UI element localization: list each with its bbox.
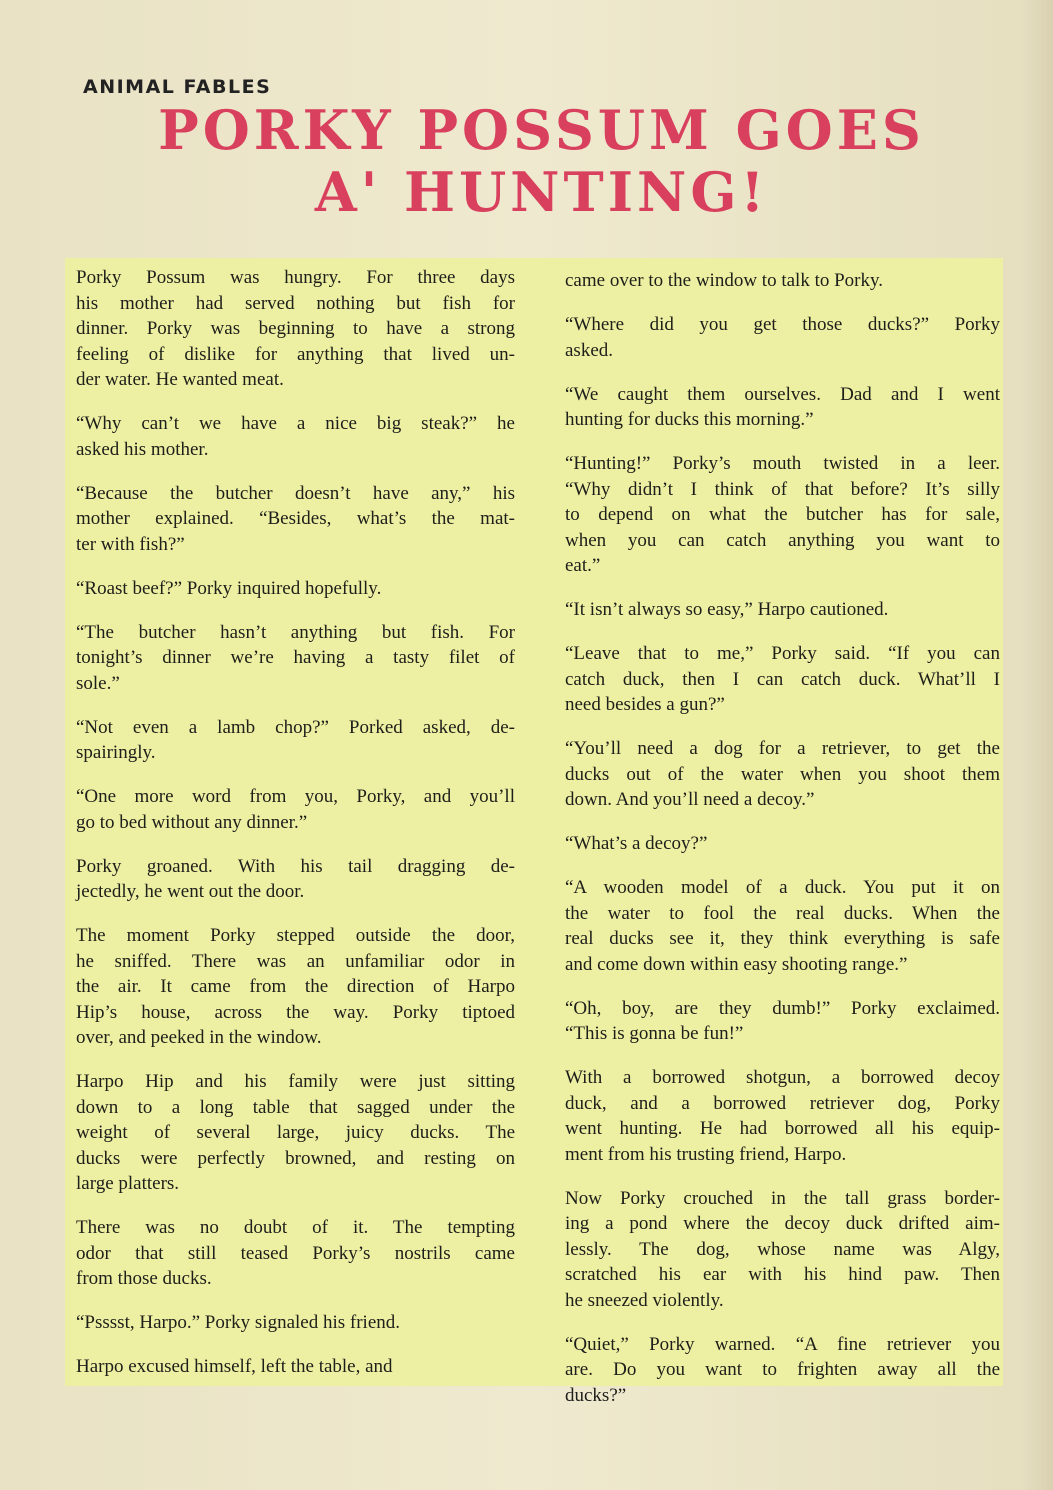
text-line: ter with fish?”: [76, 533, 185, 555]
text-line: “Psssst, Harpo.” Porky signaled his friend.: [76, 1312, 401, 1333]
text-line: With a borrowed shotgun, a borrowed decoy: [565, 1067, 1000, 1088]
text-line: The moment Porky stepped outside the door,: [76, 925, 515, 946]
text-line: he sniffed. There was an unfamiliar odor in: [76, 950, 515, 972]
text-line: “It isn’t always so easy,” Harpo cautioned.: [565, 599, 889, 620]
paragraph: [565, 641, 1000, 718]
text-line: Now Porky crouched in the tall grass border-: [565, 1187, 1000, 1209]
text-line: asked.: [565, 339, 614, 361]
paragraph: [565, 597, 1000, 623]
text-line: There was no doubt of it. The tempting: [76, 1217, 515, 1238]
paragraph: [76, 1215, 515, 1292]
text-line: hunting for ducks this morning.”: [565, 409, 814, 430]
paragraph: [565, 451, 1000, 579]
text-line: “We caught them ourselves. Dad and I went: [565, 383, 1000, 405]
text-line: “You’ll need a dog for a retriever, to get the: [565, 738, 1000, 759]
text-line: came over to the window to talk to Porky.: [565, 270, 884, 291]
text-line: go to bed without any dinner.”: [76, 811, 308, 833]
text-line: real ducks see it, they think everything is safe: [565, 928, 1000, 949]
text-line: ducks were perfectly browned, and resting on: [76, 1147, 515, 1169]
text-line: went hunting. He had borrowed all his equip-: [565, 1118, 1000, 1139]
story-title-line-1: PORKY POSSUM GOES: [158, 98, 925, 162]
text-line: “Not even a lamb chop?” Porked asked, de-: [76, 716, 515, 738]
paragraph: [565, 736, 1000, 813]
text-line: his mother had served nothing but fish for: [76, 292, 515, 314]
paragraph: [76, 1354, 515, 1380]
text-line: sole.”: [76, 672, 120, 694]
text-line: duck, and a borrowed retriever dog, Porky: [565, 1092, 1000, 1114]
text-line: down. And you’ll need a decoy.”: [565, 789, 815, 810]
text-line: to depend on what the butcher has for sale,: [565, 504, 1000, 525]
right-text-column: [565, 268, 1000, 1427]
paragraph: [76, 784, 515, 835]
text-line: over, and peeked in the window.: [76, 1027, 322, 1048]
text-line: tonight’s dinner we’re having a tasty filet of: [76, 647, 515, 668]
text-line: catch duck, then I can catch duck. What’ll I: [565, 668, 1000, 690]
text-line: odor that still teased Porky’s nostrils came: [76, 1242, 515, 1264]
text-line: “Roast beef?” Porky inquired hopefully.: [76, 577, 382, 599]
text-line: ducks?”: [565, 1384, 627, 1406]
text-line: der water. He wanted meat.: [76, 369, 284, 390]
text-line: “Because the butcher doesn’t have any,” his: [76, 482, 515, 504]
text-line: are. Do you want to frighten away all the: [565, 1359, 1000, 1380]
text-line: down to a long table that sagged under the: [76, 1096, 515, 1118]
text-line: asked his mother.: [76, 438, 209, 460]
text-line: need besides a gun?”: [565, 694, 725, 715]
text-line: large platters.: [76, 1173, 180, 1194]
text-line: “The butcher hasn’t anything but fish. For: [76, 621, 515, 643]
text-line: “Oh, boy, are they dumb!” Porky exclaimed.: [565, 997, 1000, 1019]
text-line: spairingly.: [76, 742, 156, 763]
text-line: ment from his trusting friend, Harpo.: [565, 1143, 847, 1165]
left-text-column: [76, 265, 515, 1398]
paragraph: [565, 268, 1000, 294]
text-line: from those ducks.: [76, 1268, 212, 1289]
text-line: Porky groaned. With his tail dragging de-: [76, 855, 515, 877]
text-line: jectedly, he went out the door.: [76, 881, 305, 902]
paragraph: [76, 576, 515, 602]
text-line: “One more word from you, Porky, and you’ll: [76, 786, 515, 807]
text-line: dinner. Porky was beginning to have a strong: [76, 318, 515, 339]
paragraph: [565, 1186, 1000, 1314]
text-line: Hip’s house, across the way. Porky tiptoed: [76, 1001, 515, 1023]
text-line: “Quiet,” Porky warned. “A fine retriever you: [565, 1333, 1000, 1355]
paragraph: [565, 875, 1000, 977]
text-line: the air. It came from the direction of Harpo: [76, 976, 515, 997]
paragraph: [76, 481, 515, 558]
text-line: and come down within easy shooting range.”: [565, 953, 908, 975]
paragraph: [76, 265, 515, 393]
paragraph: [565, 1332, 1000, 1409]
text-line: “What’s a decoy?”: [565, 833, 708, 854]
paragraph: [76, 715, 515, 766]
paragraph: [565, 996, 1000, 1047]
paragraph: [76, 620, 515, 697]
text-line: “Hunting!” Porky’s mouth twisted in a leer.: [565, 453, 1000, 474]
paragraph: [76, 923, 515, 1051]
paragraph: [565, 831, 1000, 857]
paragraph: [76, 1069, 515, 1197]
text-line: Porky Possum was hungry. For three days: [76, 267, 515, 288]
text-line: when you can catch anything you want to: [565, 529, 1000, 551]
series-label: ANIMAL FABLES: [83, 76, 272, 98]
text-line: lessly. The dog, whose name was Algy,: [565, 1238, 1000, 1260]
text-line: the water to fool the real ducks. When the: [565, 902, 1000, 924]
paragraph: [565, 312, 1000, 363]
text-line: Harpo excused himself, left the table, and: [76, 1356, 393, 1377]
paragraph: [565, 382, 1000, 433]
text-line: “Why can’t we have a nice big steak?” he: [76, 413, 515, 434]
text-line: he sneezed violently.: [565, 1289, 724, 1311]
text-line: Harpo Hip and his family were just sitting: [76, 1071, 515, 1092]
text-line: mother explained. “Besides, what’s the mat-: [76, 508, 515, 529]
story-title-line-2: A' HUNTING!: [314, 160, 769, 224]
text-line: eat.”: [565, 555, 601, 576]
paragraph: [76, 411, 515, 462]
paragraph: [565, 1065, 1000, 1167]
text-line: “Why didn’t I think of that before? It’s silly: [565, 478, 1000, 500]
text-line: scratched his ear with his hind paw. Then: [565, 1264, 1000, 1285]
text-line: weight of several large, juicy ducks. The: [76, 1122, 515, 1143]
text-line: “Where did you get those ducks?” Porky: [565, 314, 1000, 335]
paragraph: [76, 854, 515, 905]
text-line: “Leave that to me,” Porky said. “If you can: [565, 643, 1000, 664]
text-line: ing a pond where the decoy duck drifted aim-: [565, 1213, 1000, 1234]
text-line: “This is gonna be fun!”: [565, 1023, 744, 1044]
paragraph: [76, 1310, 515, 1336]
text-line: “A wooden model of a duck. You put it on: [565, 877, 1000, 898]
text-line: feeling of dislike for anything that lived un-: [76, 343, 515, 365]
text-line: ducks out of the water when you shoot them: [565, 763, 1000, 785]
